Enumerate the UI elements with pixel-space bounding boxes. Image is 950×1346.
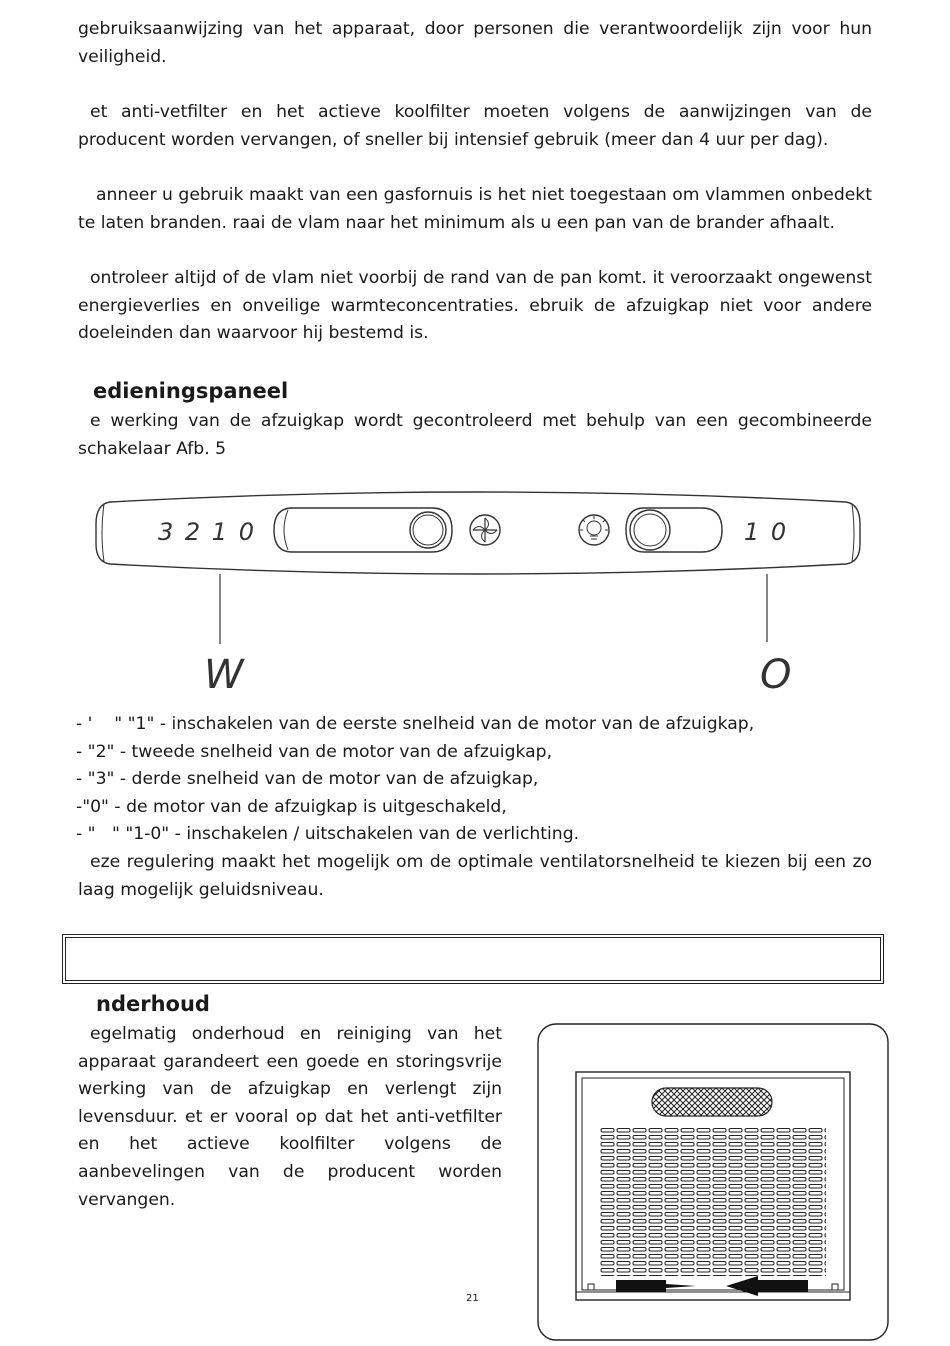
empty-note-box (62, 934, 884, 984)
panel-label-o: O (760, 652, 792, 696)
paragraph-flame-control: ontroleer altijd of de vlam niet voorbij de rand van de pan komt. it veroorzaakt ongewenst energieverlies en onveilige warmteconcentraties. ebruik de afzuigkap niet voor andere doeleinden dan waarvoor hij bestemd is. (78, 268, 872, 344)
switch-position-list (76, 711, 754, 849)
paragraph-safety-end: gebruiksaanwijzing van het apparaat, door personen die verantwoordelijk zijn voor hun veiligheid. (78, 19, 872, 67)
control-panel-figure (92, 484, 864, 696)
list-item: - " " "1-0" - inschakelen / uitschakelen van de verlichting. (76, 824, 580, 845)
paragraph-filter-replacement: et anti-vetfilter en het actieve koolfilter moeten volgens de aanwijzingen van de producent worden vervangen, of sneller bij intensief gebruik (meer dan 4 uur per dag). (78, 102, 872, 150)
list-item: - "3" - derde snelheid van de motor van de afzuigkap, (76, 769, 539, 790)
panel-label-w: W (204, 652, 244, 696)
list-item: - ' " "1" - inschakelen van de eerste snelheid van de motor van de afzuigkap, (76, 714, 755, 734)
panel-speed-digits: 3 2 1 0 (158, 518, 256, 546)
paragraph-control-intro: e werking van de afzuigkap wordt gecontroleerd met behulp van een gecombineerde schakelaar Afb. 5 (78, 411, 872, 459)
filter-illustration (536, 1022, 890, 1342)
page-number: 21 (466, 1293, 479, 1304)
heading-maintenance: nderhoud (96, 992, 210, 1016)
paragraph-regulation: eze regulering maakt het mogelijk om de optimale ventilatorsnelheid te kiezen bij een zo laag mogelijk geluidsniveau. (78, 852, 872, 900)
panel-light-digits: 1 0 (744, 518, 789, 546)
paragraph-maintenance: egelmatig onderhoud en reiniging van het apparaat garandeert een goede en storingsvrije werking van de afzuigkap en verlengt zijn levensduur. et er vooral op dat het anti-vetfilter en het actieve koolfilter volgens de aanbevelingen van de producent worden vervangen. (78, 1024, 502, 1210)
list-item: - "2" - tweede snelheid van de motor van de afzuigkap, (76, 741, 553, 762)
list-item: -"0" - de motor van de afzuigkap is uitgeschakeld, (76, 796, 507, 817)
paragraph-gas-stove: anneer u gebruik maakt van een gasfornuis is het niet toegestaan om vlammen onbedekt te laten branden. raai de vlam naar het minimum als u een pan van de brander afhaalt. (78, 185, 872, 233)
heading-control-panel: edieningspaneel (93, 379, 289, 403)
